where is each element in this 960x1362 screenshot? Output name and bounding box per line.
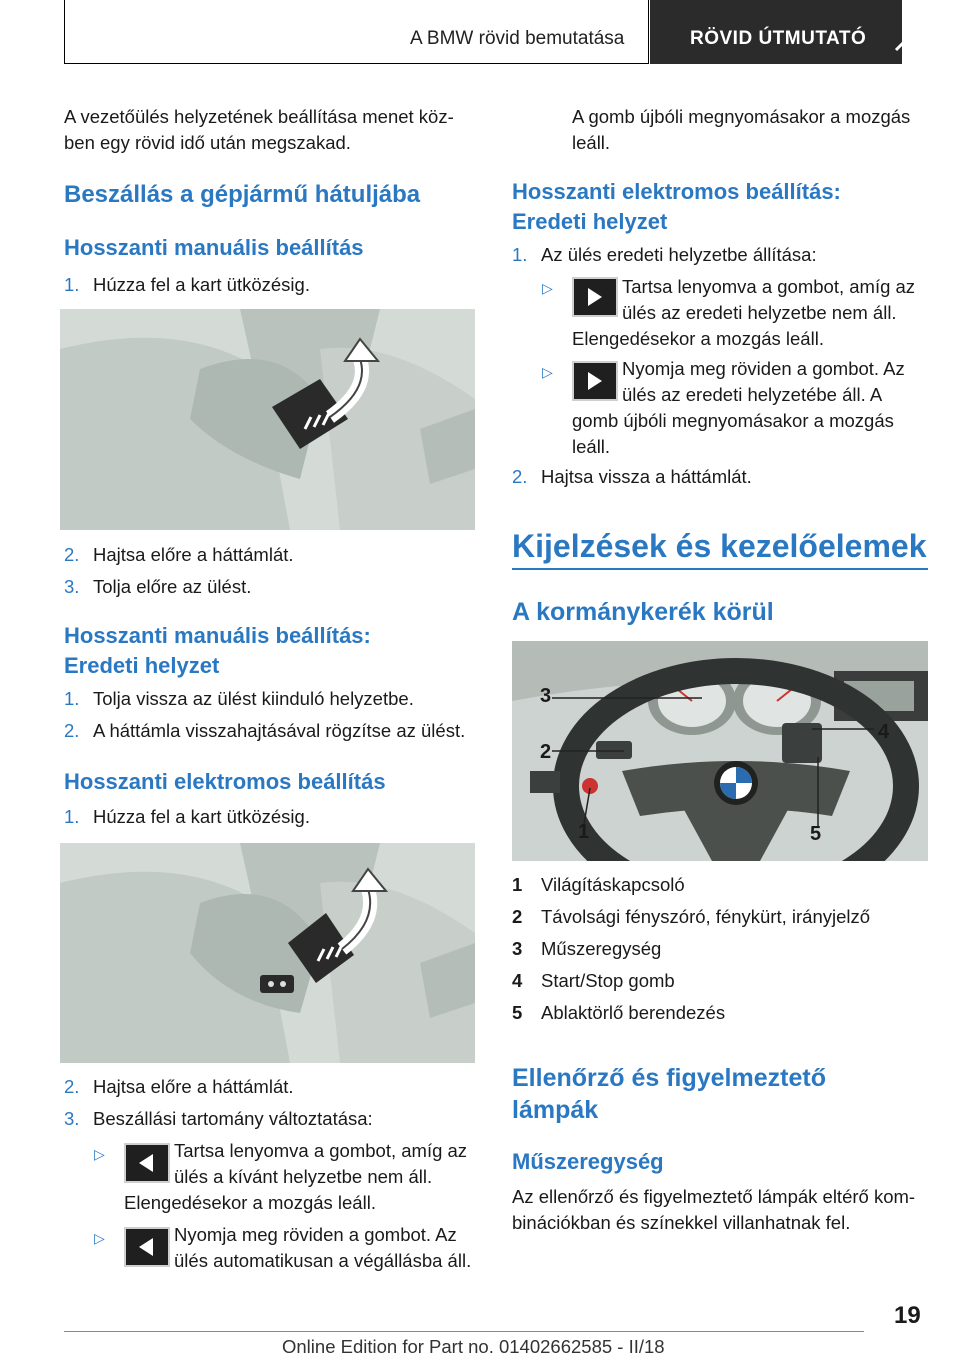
legend-item: [512, 872, 932, 898]
step-text: Hajtsa előre a háttámlát.: [93, 544, 294, 565]
heading-instrument-cluster: Műszeregység: [512, 1149, 664, 1174]
list-item: [64, 1074, 484, 1100]
seat-button-icon: [124, 1227, 170, 1267]
header-divider: [64, 63, 649, 64]
legend-number: 2: [512, 906, 523, 927]
continued-text: A gomb újbóli megnyomásakor a mozgás: [572, 106, 911, 127]
steering-wheel-illustration: [512, 641, 928, 861]
quick-guide-icon: [892, 30, 916, 52]
step-text: Hajtsa vissza a háttámlát.: [541, 466, 752, 487]
bullet-text: ülés az eredeti helyzetébe áll. A: [622, 384, 883, 405]
list-item: [64, 574, 484, 600]
list-item: [64, 804, 484, 830]
bullet-text: Nyomja meg röviden a gombot. Az: [622, 358, 905, 379]
heading-manual-home: Hosszanti manuális beállítás:: [64, 623, 371, 648]
arrow-left-icon: [126, 1229, 168, 1265]
header-chapter-title: RÖVID ÚTMUTATÓ: [690, 28, 867, 49]
arrow-right-icon: [574, 363, 616, 399]
callout-1: 1: [578, 821, 590, 843]
bullet-text: gomb újbóli megnyomásakor a mozgás: [572, 410, 894, 431]
seat-button-icon: [124, 1143, 170, 1183]
list-item: [64, 1106, 484, 1132]
legend-number: 5: [512, 1002, 523, 1023]
heading-electric-home: Hosszanti elektromos beállítás:: [512, 179, 841, 204]
seat-lever-image: [60, 309, 475, 530]
bullet-text: ülés a kívánt helyzetbe nem áll.: [174, 1166, 433, 1187]
step-number: 1.: [64, 688, 80, 709]
legend-text: Világításkapcsoló: [541, 874, 685, 895]
legend-item: [512, 904, 932, 930]
bullet-triangle-icon: ▷: [94, 1230, 105, 1246]
legend-number: 4: [512, 970, 523, 991]
footer-edition: Online Edition for Part no. 01402662585 - II/18: [282, 1336, 665, 1357]
seat-electric-image: [60, 843, 475, 1063]
cluster-text: Az ellenőrző és figyelmeztető lámpák eltérő kom-: [512, 1186, 916, 1207]
intro-line: A vezetőülés helyzetének beállítása menet köz-: [64, 106, 454, 127]
callout-4: 4: [878, 721, 890, 743]
bullet-triangle-icon: ▷: [94, 1146, 105, 1162]
legend-item: [512, 968, 932, 994]
continued-text: leáll.: [572, 132, 611, 153]
heading-underline: [512, 568, 928, 570]
seat-lever-illustration: [60, 309, 475, 530]
list-item: [64, 272, 484, 298]
legend-item: [512, 936, 932, 962]
bullet-text: Tartsa lenyomva a gombot, amíg az: [622, 276, 916, 297]
legend-text: Távolsági fényszóró, fénykürt, irányjelző: [541, 906, 871, 927]
heading-electric-home: Eredeti helyzet: [512, 209, 668, 234]
bullet-text: Nyomja meg röviden a gombot. Az: [174, 1224, 457, 1245]
heading-around-wheel: A kormánykerék körül: [512, 598, 774, 626]
heading-manual-home: Eredeti helyzet: [64, 653, 220, 678]
seat-electric-illustration: [60, 843, 475, 1063]
steering-wheel-image: [512, 641, 928, 861]
seat-button-icon: [572, 361, 618, 401]
step-number: 2.: [64, 1076, 80, 1097]
bullet-triangle-icon: ▷: [542, 280, 553, 296]
step-text: Tolja előre az ülést.: [93, 576, 252, 597]
header-divider: [648, 0, 649, 64]
step-number: 1.: [64, 806, 80, 827]
header-section-title: A BMW rövid bemutatása: [410, 28, 625, 49]
heading-rear-entry: Beszállás a gépjármű hátuljába: [64, 181, 421, 208]
heading-electric-adjust: Hosszanti elektromos beállítás: [64, 769, 386, 794]
legend-text: Start/Stop gomb: [541, 970, 675, 991]
seat-button-icon: [572, 277, 618, 317]
step-number: 3.: [64, 576, 80, 597]
step-number: 3.: [64, 1108, 80, 1129]
arrow-left-icon: [126, 1145, 168, 1181]
list-item: [64, 542, 484, 568]
page-number: 19: [894, 1302, 921, 1329]
step-text: Beszállási tartomány változtatása:: [93, 1108, 373, 1129]
step-number: 2.: [512, 466, 528, 487]
step-text: A háttámla visszahajtásával rögzítse az ülést.: [93, 720, 466, 741]
callout-5: 5: [810, 823, 822, 845]
bullet-text: Tartsa lenyomva a gombot, amíg az: [174, 1140, 468, 1161]
bullet-text: Elengedésekor a mozgás leáll.: [124, 1192, 376, 1213]
bullet-triangle-icon: ▷: [542, 364, 553, 380]
list-item: [64, 686, 484, 712]
bullet-text: Elengedésekor a mozgás leáll.: [572, 328, 824, 349]
callout-3: 3: [540, 685, 552, 707]
arrow-right-icon: [574, 279, 616, 315]
header-divider: [64, 0, 65, 64]
intro-line: ben egy rövid idő után megszakad.: [64, 132, 351, 153]
callout-2: 2: [540, 741, 552, 763]
heading-displays-controls: Kijelzések és kezelőelemek: [512, 528, 927, 564]
step-text: Tolja vissza az ülést kiinduló helyzetbe.: [93, 688, 414, 709]
step-number: 1.: [64, 274, 80, 295]
cluster-text: binációkban és színekkel villanhatnak fel.: [512, 1212, 851, 1233]
heading-warning-lamps: Ellenőrző és figyelmeztető: [512, 1064, 826, 1092]
bullet-text: ülés az eredeti helyzetbe nem áll.: [622, 302, 897, 323]
legend-text: Műszeregység: [541, 938, 662, 959]
step-text: Az ülés eredeti helyzetbe állítása:: [541, 244, 817, 265]
footer-divider: [64, 1331, 864, 1332]
step-number: 2.: [64, 720, 80, 741]
list-item: [64, 718, 484, 744]
legend-item: [512, 1000, 932, 1026]
list-item: [512, 242, 932, 268]
bullet-text: ülés automatikusan a végállásba áll.: [174, 1250, 472, 1271]
list-item: [512, 464, 932, 490]
step-text: Húzza fel a kart ütközésig.: [93, 274, 310, 295]
legend-number: 1: [512, 874, 523, 895]
legend-number: 3: [512, 938, 523, 959]
step-text: Hajtsa előre a háttámlát.: [93, 1076, 294, 1097]
step-number: 1.: [512, 244, 528, 265]
bullet-text: leáll.: [572, 436, 611, 457]
heading-warning-lamps: lámpák: [512, 1096, 599, 1124]
legend-text: Ablaktörlő berendezés: [541, 1002, 726, 1023]
heading-manual-adjust: Hosszanti manuális beállítás: [64, 235, 364, 260]
step-number: 2.: [64, 544, 80, 565]
step-text: Húzza fel a kart ütközésig.: [93, 806, 310, 827]
